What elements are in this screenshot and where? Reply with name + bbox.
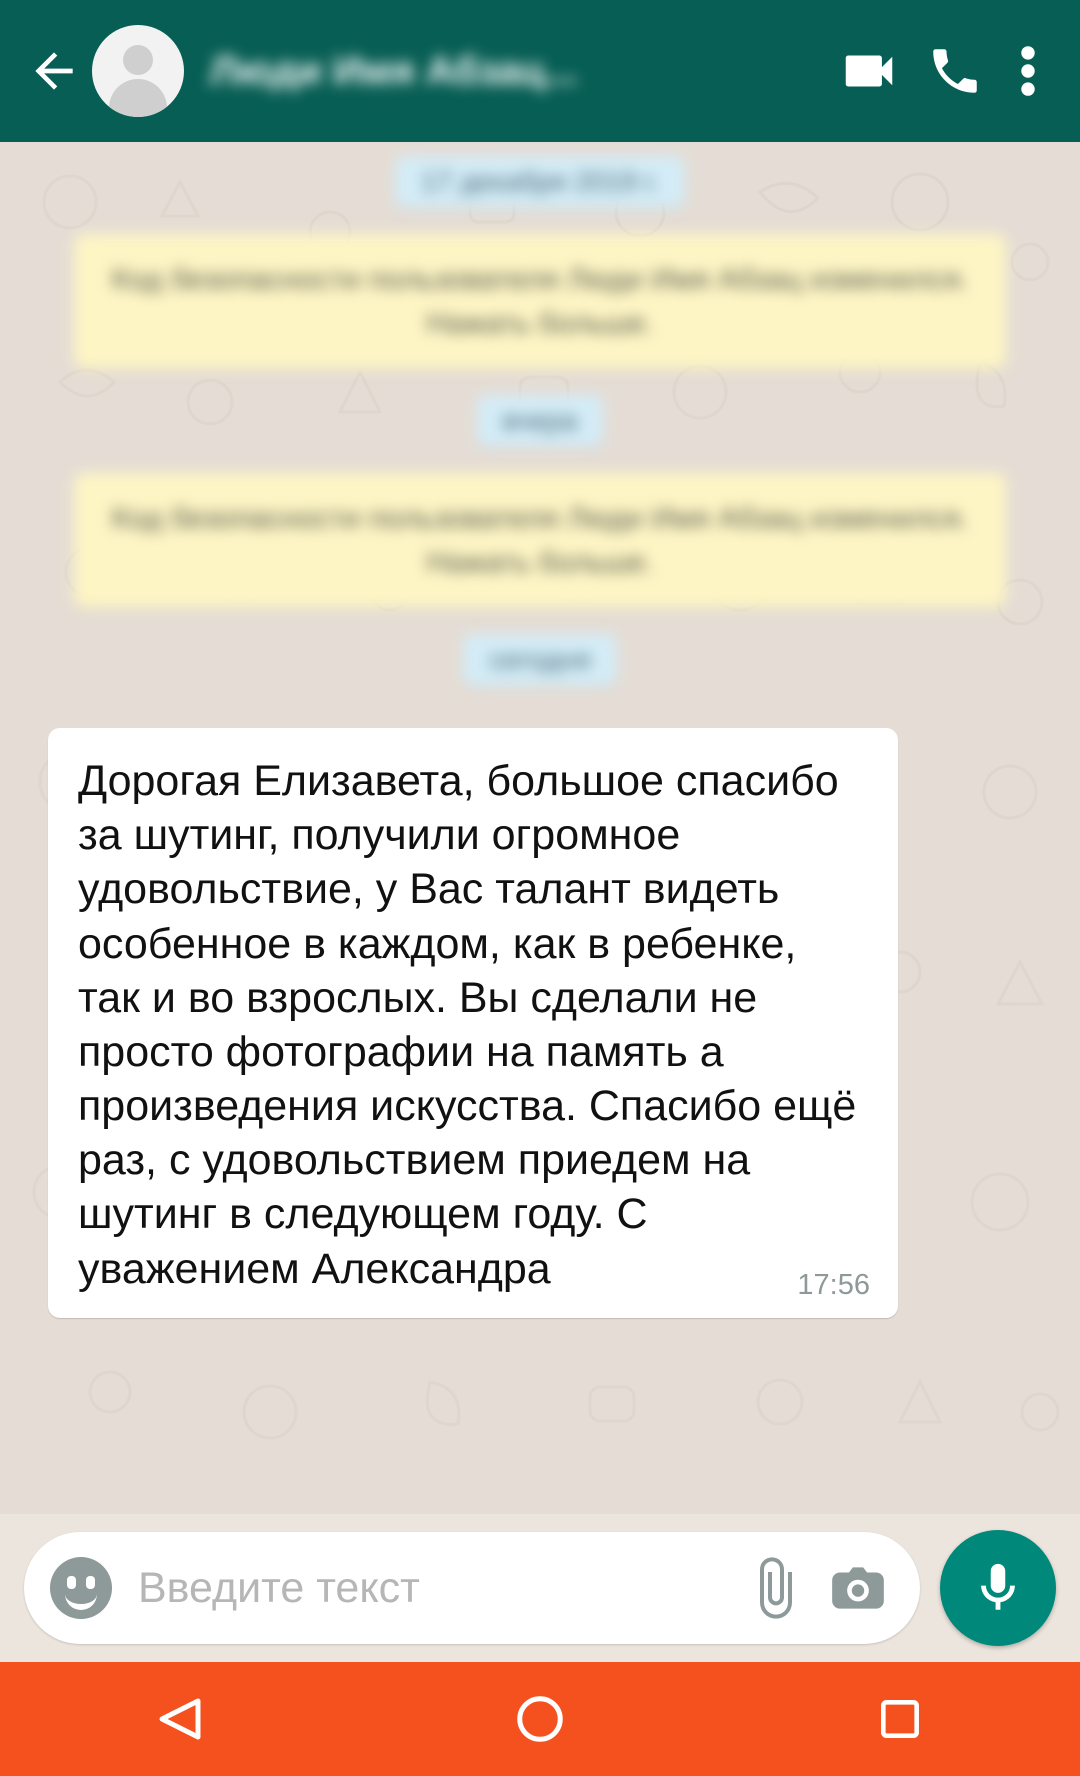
composer-pill[interactable]	[24, 1532, 920, 1644]
contact-name[interactable]: Люди Имя Абзац...	[210, 48, 578, 93]
avatar[interactable]	[92, 25, 184, 117]
date-divider: 17 декабря 2019 г.	[395, 156, 685, 208]
paperclip-icon[interactable]	[740, 1552, 812, 1624]
back-arrow-icon[interactable]	[22, 39, 86, 103]
date-divider: вчера	[477, 395, 604, 447]
message-bubble[interactable]	[48, 728, 898, 1318]
message-input[interactable]: Введите текст	[138, 1563, 420, 1612]
system-message[interactable]: Код безопасности пользователя Люди Имя Абзац изменился. Нажать больше.	[74, 234, 1006, 369]
camera-icon[interactable]	[822, 1552, 894, 1624]
message-text: Дорогая Елизавета, большое спасибо за шутинг, получили огромное удовольствие, у Вас талант видеть особенное в каждом, как в ребенке, так и во взрослых. Вы сделали не просто фотографии на память а произведения искусства. Спасибо ещё раз, с удовольствием приедем на шутинг в следующем году. С уважением Александра	[78, 757, 869, 1293]
emoji-icon[interactable]	[50, 1557, 112, 1619]
nav-back-icon[interactable]	[110, 1662, 250, 1776]
microphone-icon[interactable]	[940, 1530, 1056, 1646]
video-call-icon[interactable]	[826, 28, 912, 114]
date-divider: сегодня	[463, 634, 616, 686]
android-navigation-bar	[0, 1662, 1080, 1776]
nav-recents-icon[interactable]	[830, 1662, 970, 1776]
message-list[interactable]	[0, 142, 1080, 1514]
message-composer	[0, 1514, 1080, 1662]
message-timestamp: 17:56	[797, 1268, 870, 1301]
system-message[interactable]: Код безопасности пользователя Люди Имя Абзац изменился. Нажать больше.	[74, 473, 1006, 608]
nav-home-icon[interactable]	[470, 1662, 610, 1776]
chat-header	[0, 0, 1080, 142]
phone-call-icon[interactable]	[912, 28, 998, 114]
more-options-icon[interactable]	[998, 28, 1058, 114]
message-row-incoming	[0, 728, 1080, 1318]
